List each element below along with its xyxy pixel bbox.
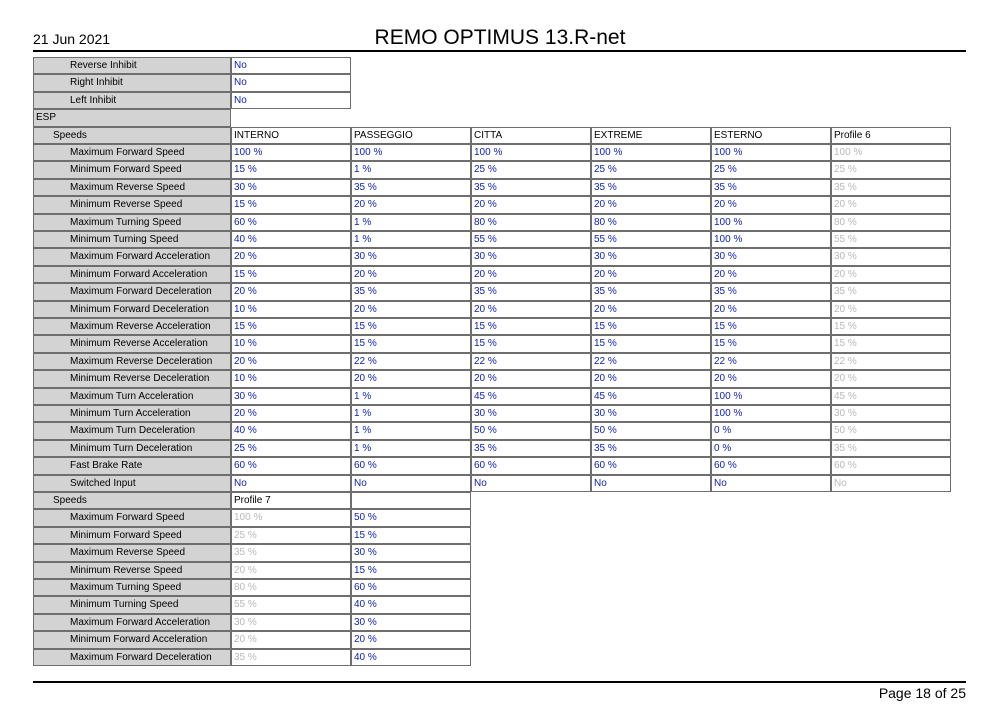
row-value: 30 % bbox=[231, 388, 351, 405]
row-label: Maximum Reverse Speed bbox=[33, 544, 231, 561]
row-label: Maximum Reverse Speed bbox=[33, 179, 231, 196]
row-value: 1 % bbox=[351, 405, 471, 422]
row-value: 20 % bbox=[711, 196, 831, 213]
row-value: 20 % bbox=[351, 370, 471, 387]
row-label: Minimum Forward Acceleration bbox=[33, 266, 231, 283]
row-value: No bbox=[231, 92, 351, 109]
row-label: Right Inhibit bbox=[33, 74, 231, 91]
row-label: Switched Input bbox=[33, 475, 231, 492]
row-value: 15 % bbox=[231, 196, 351, 213]
row-value: 30 % bbox=[351, 544, 471, 561]
row-value: 60 % bbox=[831, 457, 951, 474]
row-value: 100 % bbox=[231, 144, 351, 161]
row-value: 20 % bbox=[831, 370, 951, 387]
row-value: 30 % bbox=[351, 248, 471, 265]
row-value: 50 % bbox=[591, 422, 711, 439]
row-label: Minimum Reverse Speed bbox=[33, 562, 231, 579]
row-value: 35 % bbox=[591, 179, 711, 196]
row-value: 80 % bbox=[231, 579, 351, 596]
row-value: 15 % bbox=[231, 318, 351, 335]
row-value: 35 % bbox=[711, 283, 831, 300]
column-header: Profile 7 bbox=[231, 492, 351, 509]
section-label: ESP bbox=[33, 109, 231, 126]
row-value: 25 % bbox=[591, 161, 711, 178]
row-value: 40 % bbox=[351, 596, 471, 613]
row-value: 20 % bbox=[591, 301, 711, 318]
row-value: 35 % bbox=[231, 649, 351, 666]
row-value: 1 % bbox=[351, 388, 471, 405]
row-label: Minimum Reverse Speed bbox=[33, 196, 231, 213]
row-label: Minimum Turning Speed bbox=[33, 231, 231, 248]
row-value: 15 % bbox=[831, 335, 951, 352]
row-label: Maximum Reverse Deceleration bbox=[33, 353, 231, 370]
row-value: 35 % bbox=[351, 179, 471, 196]
row-label: Maximum Forward Speed bbox=[33, 509, 231, 526]
row-value: 100 % bbox=[231, 509, 351, 526]
row-value: No bbox=[231, 475, 351, 492]
row-label: Minimum Forward Acceleration bbox=[33, 631, 231, 648]
row-value: 0 % bbox=[711, 422, 831, 439]
row-label: Maximum Forward Speed bbox=[33, 144, 231, 161]
row-value: 15 % bbox=[711, 335, 831, 352]
row-value: No bbox=[831, 475, 951, 492]
row-value: 80 % bbox=[831, 214, 951, 231]
row-value: 35 % bbox=[471, 440, 591, 457]
row-label: Fast Brake Rate bbox=[33, 457, 231, 474]
row-value: 100 % bbox=[471, 144, 591, 161]
row-value: 100 % bbox=[591, 144, 711, 161]
row-value: 15 % bbox=[831, 318, 951, 335]
row-value: 15 % bbox=[471, 335, 591, 352]
row-label: Maximum Turning Speed bbox=[33, 214, 231, 231]
row-value: 25 % bbox=[711, 161, 831, 178]
row-value: 0 % bbox=[711, 440, 831, 457]
report-title: REMO OPTIMUS 13.R-net bbox=[374, 26, 626, 49]
row-value: 20 % bbox=[711, 370, 831, 387]
row-value: 100 % bbox=[711, 144, 831, 161]
row-value: 20 % bbox=[231, 631, 351, 648]
row-label: Maximum Forward Acceleration bbox=[33, 614, 231, 631]
row-value: 30 % bbox=[591, 405, 711, 422]
row-value: 60 % bbox=[351, 579, 471, 596]
row-label: Reverse Inhibit bbox=[33, 57, 231, 74]
row-value: 10 % bbox=[231, 301, 351, 318]
row-value: 30 % bbox=[231, 179, 351, 196]
row-value: 15 % bbox=[231, 161, 351, 178]
row-value: 35 % bbox=[471, 179, 591, 196]
row-value: 35 % bbox=[711, 179, 831, 196]
row-value: 60 % bbox=[591, 457, 711, 474]
row-value: 22 % bbox=[831, 353, 951, 370]
row-value: 35 % bbox=[591, 283, 711, 300]
group-label: Speeds bbox=[33, 492, 231, 509]
row-value: 10 % bbox=[231, 370, 351, 387]
row-label: Minimum Turning Speed bbox=[33, 596, 231, 613]
row-value: 40 % bbox=[231, 231, 351, 248]
row-value: 30 % bbox=[711, 248, 831, 265]
row-value: 1 % bbox=[351, 161, 471, 178]
row-value: 55 % bbox=[831, 231, 951, 248]
row-value: 15 % bbox=[351, 318, 471, 335]
row-value: 30 % bbox=[471, 405, 591, 422]
row-value: 20 % bbox=[471, 196, 591, 213]
row-value: 35 % bbox=[831, 179, 951, 196]
row-value: 100 % bbox=[711, 214, 831, 231]
row-value: 1 % bbox=[351, 214, 471, 231]
header-divider bbox=[33, 50, 966, 52]
row-value: 100 % bbox=[711, 405, 831, 422]
column-header: EXTREME bbox=[591, 127, 711, 144]
row-value: 60 % bbox=[711, 457, 831, 474]
column-header: Profile 6 bbox=[831, 127, 951, 144]
row-value: 35 % bbox=[231, 544, 351, 561]
row-value: 20 % bbox=[231, 405, 351, 422]
row-value: 60 % bbox=[351, 457, 471, 474]
row-value: 1 % bbox=[351, 422, 471, 439]
row-value: 80 % bbox=[591, 214, 711, 231]
row-value: 100 % bbox=[831, 144, 951, 161]
row-value: 60 % bbox=[231, 457, 351, 474]
row-value: 45 % bbox=[471, 388, 591, 405]
row-value: 15 % bbox=[351, 527, 471, 544]
row-label: Maximum Turn Acceleration bbox=[33, 388, 231, 405]
row-label: Left Inhibit bbox=[33, 92, 231, 109]
row-value: 25 % bbox=[231, 527, 351, 544]
row-value: 40 % bbox=[351, 649, 471, 666]
row-label: Maximum Forward Deceleration bbox=[33, 649, 231, 666]
row-value: 20 % bbox=[351, 301, 471, 318]
row-value: 60 % bbox=[231, 214, 351, 231]
row-value: 20 % bbox=[471, 301, 591, 318]
row-value: 10 % bbox=[231, 335, 351, 352]
row-value: 50 % bbox=[351, 509, 471, 526]
row-label: Minimum Forward Speed bbox=[33, 527, 231, 544]
row-value: 50 % bbox=[471, 422, 591, 439]
row-label: Maximum Reverse Acceleration bbox=[33, 318, 231, 335]
row-value: 20 % bbox=[351, 196, 471, 213]
row-value: 30 % bbox=[351, 614, 471, 631]
row-label: Minimum Forward Speed bbox=[33, 161, 231, 178]
row-value: 50 % bbox=[831, 422, 951, 439]
column-header: ESTERNO bbox=[711, 127, 831, 144]
row-value: 15 % bbox=[351, 335, 471, 352]
row-value: 20 % bbox=[831, 301, 951, 318]
row-value: 20 % bbox=[231, 562, 351, 579]
row-value: 25 % bbox=[831, 161, 951, 178]
row-value: 30 % bbox=[471, 248, 591, 265]
row-value: No bbox=[351, 475, 471, 492]
row-value: 55 % bbox=[231, 596, 351, 613]
row-label: Minimum Forward Deceleration bbox=[33, 301, 231, 318]
column-header: INTERNO bbox=[231, 127, 351, 144]
row-value: 15 % bbox=[231, 266, 351, 283]
row-label: Minimum Reverse Deceleration bbox=[33, 370, 231, 387]
row-value: 35 % bbox=[831, 283, 951, 300]
row-value: 1 % bbox=[351, 440, 471, 457]
row-value: 15 % bbox=[591, 335, 711, 352]
row-value: 20 % bbox=[471, 370, 591, 387]
row-label: Minimum Reverse Acceleration bbox=[33, 335, 231, 352]
row-value: 25 % bbox=[471, 161, 591, 178]
row-value: 30 % bbox=[231, 614, 351, 631]
column-header: PASSEGGIO bbox=[351, 127, 471, 144]
row-value: 55 % bbox=[471, 231, 591, 248]
row-value: 35 % bbox=[351, 283, 471, 300]
row-value: 20 % bbox=[351, 266, 471, 283]
row-value: No bbox=[591, 475, 711, 492]
group-label: Speeds bbox=[33, 127, 231, 144]
row-value: 30 % bbox=[831, 248, 951, 265]
row-label: Minimum Turn Acceleration bbox=[33, 405, 231, 422]
row-value: 15 % bbox=[711, 318, 831, 335]
row-value: 22 % bbox=[351, 353, 471, 370]
row-value: 100 % bbox=[711, 231, 831, 248]
row-value: 55 % bbox=[591, 231, 711, 248]
row-value: 15 % bbox=[471, 318, 591, 335]
row-value: 80 % bbox=[471, 214, 591, 231]
row-value: 30 % bbox=[831, 405, 951, 422]
page-number: Page 18 of 25 bbox=[878, 685, 966, 701]
row-value: 35 % bbox=[471, 283, 591, 300]
row-value: 22 % bbox=[711, 353, 831, 370]
row-value: No bbox=[231, 74, 351, 91]
row-value: 45 % bbox=[831, 388, 951, 405]
row-value: 15 % bbox=[591, 318, 711, 335]
footer-divider bbox=[33, 681, 966, 683]
row-label: Maximum Turn Deceleration bbox=[33, 422, 231, 439]
row-value: 20 % bbox=[831, 266, 951, 283]
row-value: 22 % bbox=[471, 353, 591, 370]
row-value: 20 % bbox=[591, 266, 711, 283]
row-value: No bbox=[231, 57, 351, 74]
row-value: 20 % bbox=[351, 631, 471, 648]
row-value: 25 % bbox=[231, 440, 351, 457]
row-value: 100 % bbox=[711, 388, 831, 405]
row-value: 40 % bbox=[231, 422, 351, 439]
row-value: 20 % bbox=[711, 301, 831, 318]
row-value: 20 % bbox=[231, 248, 351, 265]
column-header bbox=[351, 492, 471, 509]
row-value: 35 % bbox=[831, 440, 951, 457]
column-header: CITTA bbox=[471, 127, 591, 144]
row-value: 35 % bbox=[591, 440, 711, 457]
row-value: 100 % bbox=[351, 144, 471, 161]
row-label: Maximum Forward Deceleration bbox=[33, 283, 231, 300]
row-value: 22 % bbox=[591, 353, 711, 370]
report-date: 21 Jun 2021 bbox=[33, 31, 111, 47]
row-value: 20 % bbox=[711, 266, 831, 283]
row-value: 45 % bbox=[591, 388, 711, 405]
row-value: 60 % bbox=[471, 457, 591, 474]
row-value: 20 % bbox=[231, 283, 351, 300]
row-value: No bbox=[471, 475, 591, 492]
row-value: 1 % bbox=[351, 231, 471, 248]
row-value: No bbox=[711, 475, 831, 492]
row-label: Maximum Forward Acceleration bbox=[33, 248, 231, 265]
row-value: 20 % bbox=[831, 196, 951, 213]
row-value: 30 % bbox=[591, 248, 711, 265]
row-label: Minimum Turn Deceleration bbox=[33, 440, 231, 457]
row-value: 20 % bbox=[231, 353, 351, 370]
row-label: Maximum Turning Speed bbox=[33, 579, 231, 596]
row-value: 20 % bbox=[591, 196, 711, 213]
row-value: 20 % bbox=[591, 370, 711, 387]
row-value: 15 % bbox=[351, 562, 471, 579]
row-value: 20 % bbox=[471, 266, 591, 283]
